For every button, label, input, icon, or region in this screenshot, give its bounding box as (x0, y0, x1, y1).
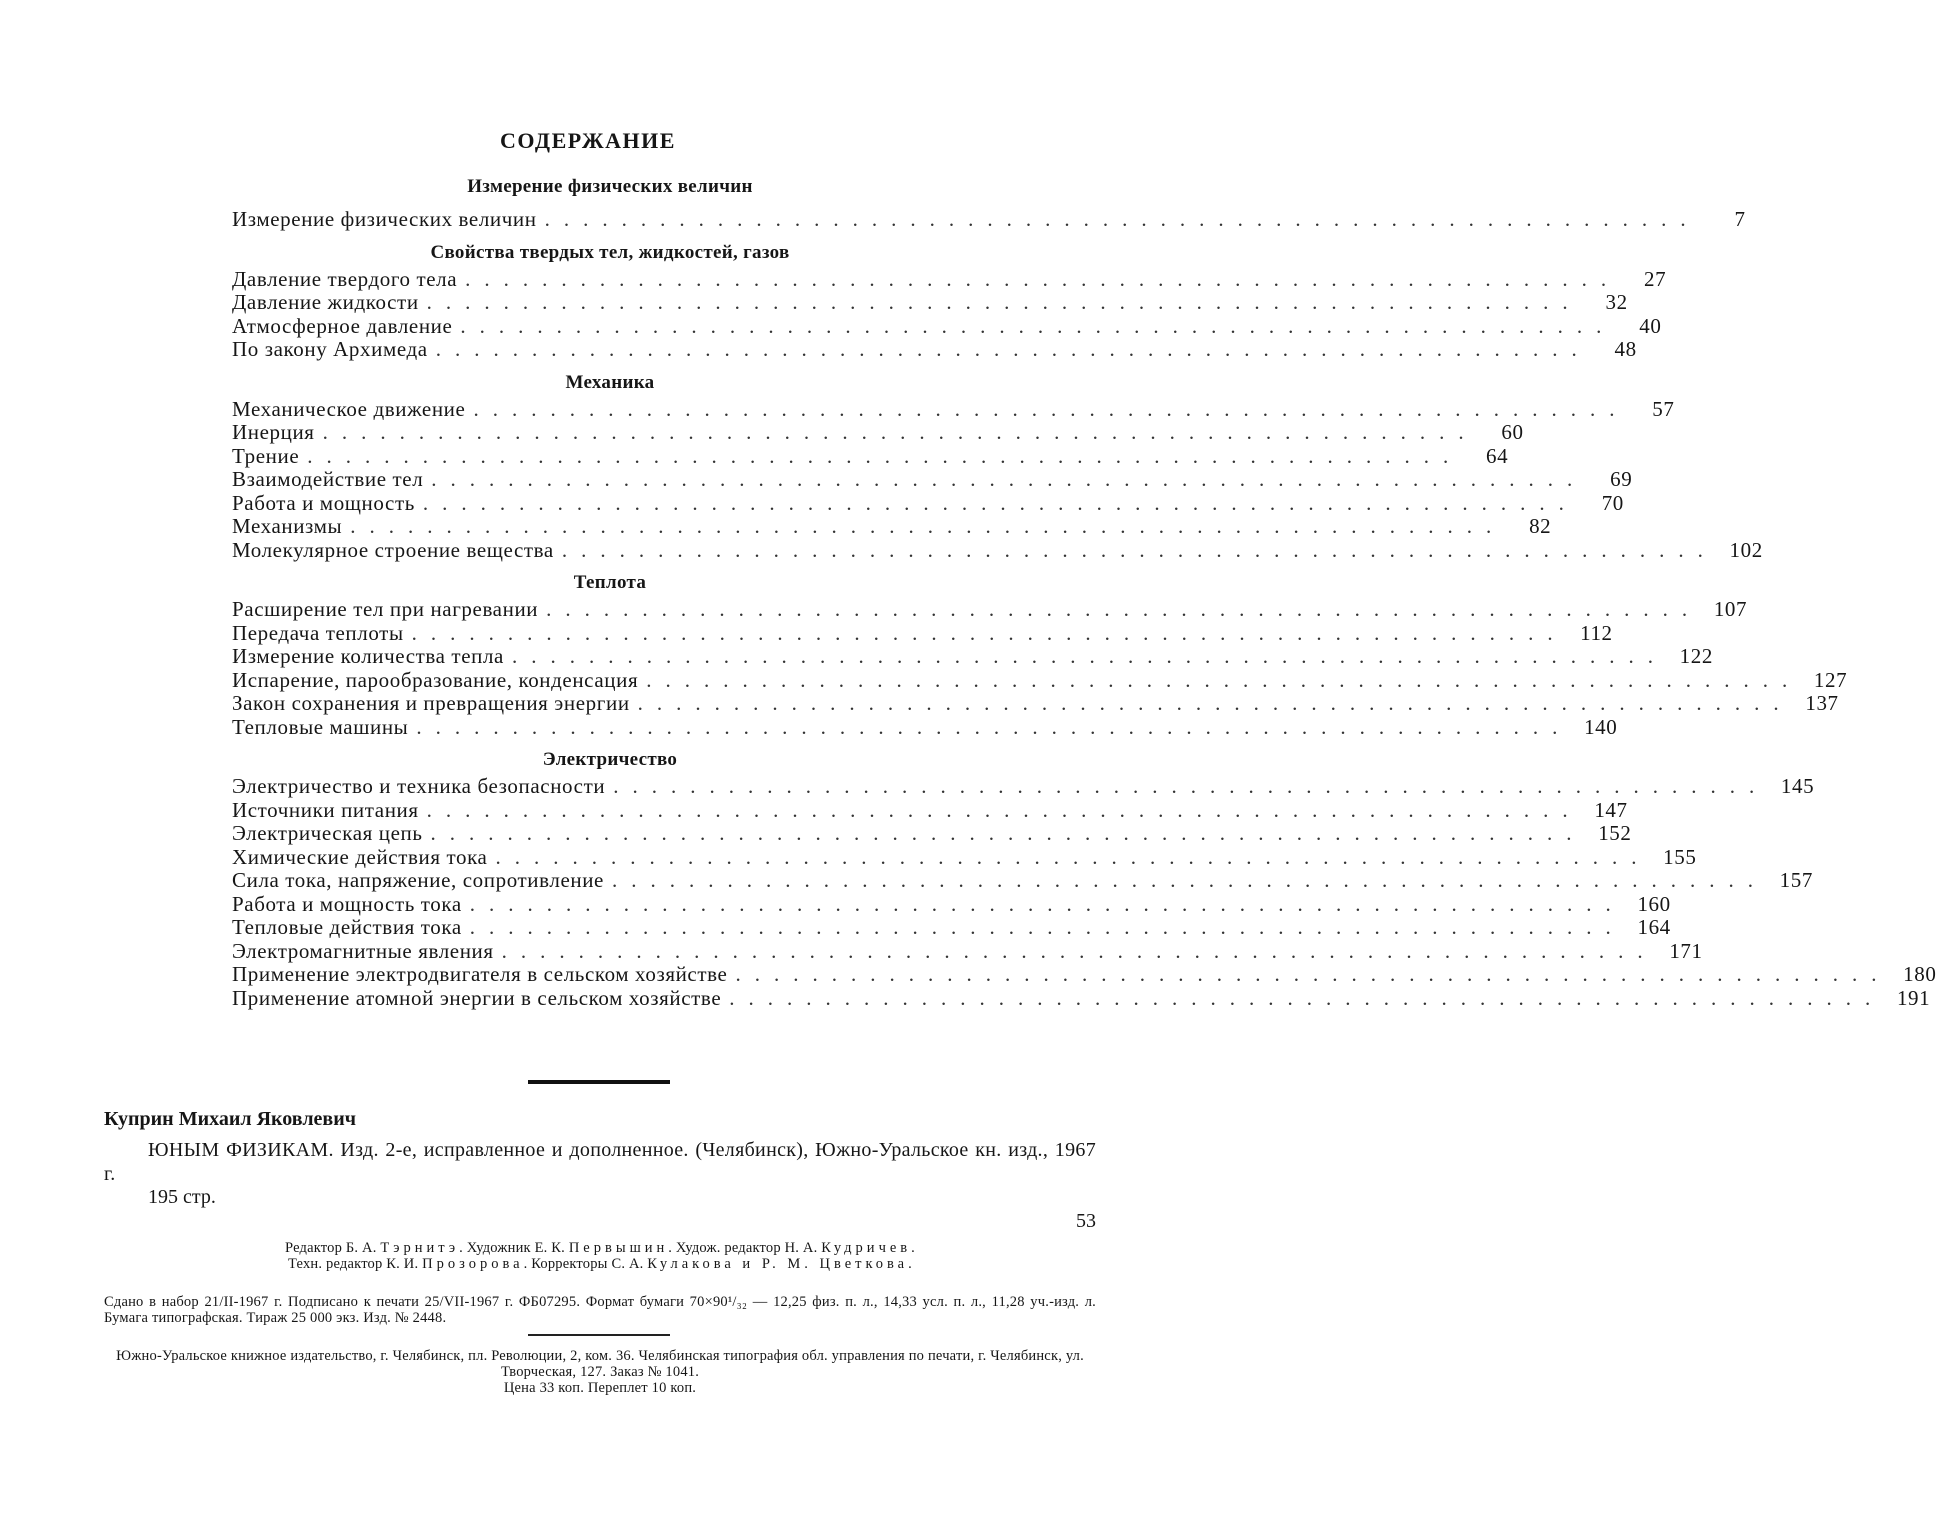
toc-entry-title: Сила тока, напряжение, сопротивление (232, 868, 604, 892)
toc-leader-dots: ............................................................ (416, 714, 1572, 739)
toc-leader-dots: ............................................................ (350, 514, 1506, 538)
page-count: 195 стр. (148, 1186, 216, 1208)
section-entries (232, 597, 1848, 739)
toc-entry (232, 266, 1667, 292)
toc-entry (232, 290, 1628, 315)
toc-entry-title: Работа и мощность (232, 490, 415, 515)
toc-entry (232, 915, 1671, 940)
section-entries (232, 266, 1667, 362)
toc-title: СОДЕРЖАНИЕ (500, 128, 676, 153)
toc-entry-page: 152 (1598, 821, 1632, 845)
toc-leader-dots: ............................................................ (426, 290, 1582, 314)
toc-entry-page: 107 (1713, 597, 1748, 621)
toc-entry-page: 191 (1896, 985, 1931, 1010)
section-entries (232, 396, 1763, 563)
toc-entry-title: Измерение количества тепла (232, 644, 504, 668)
tech-editor-name: Прозорова (422, 1256, 524, 1272)
editors-text: . (908, 1256, 912, 1272)
toc-entry-page: 160 (1637, 891, 1671, 916)
toc-entry (232, 962, 1936, 987)
toc-entry-page: 32 (1605, 290, 1628, 314)
toc-leader-dots: ............................................................ (495, 844, 1651, 869)
toc-entry-title: Передача теплоты (232, 620, 404, 645)
toc-leader-dots: ............................................................ (469, 915, 1625, 939)
toc-entry-title: Инерция (232, 420, 315, 444)
print-info: Сдано в набор 21/II-1967 г. Подписано к печати 25/VII-1967 г. ФБ07295. Формат бумаги 70×90¹/₃₂ — 12,25 физ. п. л., 14,33 усл. п. л., 11,28 уч.-изд. л. Бумага типографская. Тираж 25 000 экз. Изд. № 2448. (104, 1294, 1096, 1326)
toc-entry-page: 112 (1580, 620, 1613, 645)
table-of-contents (232, 172, 1936, 1016)
section-entries (232, 207, 1746, 232)
toc-entry-title: Тепловые действия тока (232, 915, 462, 939)
toc-entry-page: 82 (1529, 514, 1552, 538)
toc-entry (232, 514, 1552, 539)
toc-entry (232, 891, 1671, 917)
section-heading: Измерение физических величин (467, 176, 753, 197)
toc-entry (232, 337, 1637, 362)
toc-leader-dots: ............................................................ (460, 313, 1616, 338)
toc-entry (232, 443, 1509, 469)
publisher-address: Южно-Уральское книжное издательство, г. Челябинск, пл. Революции, 2, ком. 36. Челябинская типография обл. управления по печати, г. Челябинск, ул. Творческая, 127. Заказ № 1041. (116, 1348, 1084, 1380)
editors-text: Редактор Б. А. (285, 1240, 381, 1256)
toc-entry-title: Механизмы (232, 514, 343, 538)
toc-entry (232, 396, 1675, 422)
publisher-info (104, 1348, 1096, 1396)
toc-entry-page: 157 (1779, 868, 1813, 892)
toc-entry (232, 691, 1839, 716)
editors-text: . Худож. редактор Н. А. (668, 1240, 822, 1256)
toc-entry (232, 420, 1524, 445)
toc-entry-title: Работа и мощность тока (232, 891, 462, 916)
toc-entry-title: Расширение тел при нагревании (232, 597, 539, 621)
toc-entry-title: Электричество и техника безопасности (232, 774, 606, 798)
toc-leader-dots: ............................................................ (544, 207, 1700, 231)
toc-leader-dots: ............................................................ (735, 962, 1891, 986)
toc-leader-dots: ............................................................ (637, 691, 1793, 715)
editors-line-1 (104, 1240, 1096, 1256)
bibliographic-description: ЮНЫМ ФИЗИКАМ. Изд. 2-е, исправленное и дополненное. (Челябинск), Южно-Уральское кн. изд., 1967 г. (104, 1139, 1096, 1185)
toc-leader-dots: ............................................................ (611, 868, 1767, 892)
toc-entry-page: 164 (1637, 915, 1671, 939)
toc-entry-title: По закону Архимеда (232, 337, 428, 361)
toc-leader-dots: ............................................................ (426, 797, 1582, 822)
toc-entry (232, 207, 1746, 232)
toc-leader-dots: ............................................................ (422, 490, 1578, 515)
proofreaders-names: Кулакова и Р. М. Цветкова (647, 1256, 909, 1272)
section-heading: Свойства твердых тел, жидкостей, газов (430, 241, 790, 263)
section-heading: Механика (565, 371, 655, 393)
toc-entry-page: 171 (1669, 938, 1703, 963)
toc-entry (232, 597, 1748, 622)
toc-entry-title: Источники питания (232, 797, 419, 822)
toc-entry-page: 140 (1584, 714, 1618, 739)
toc-entry-page: 102 (1729, 537, 1763, 562)
toc-leader-dots: ............................................................ (469, 891, 1625, 916)
toc-entry-page: 64 (1486, 443, 1509, 468)
toc-leader-dots: ............................................................ (729, 985, 1885, 1010)
toc-entry (232, 667, 1848, 693)
toc-entry (232, 620, 1613, 646)
toc-entry-page: 137 (1805, 691, 1839, 715)
toc-entry-title: Давление жидкости (232, 290, 419, 314)
editors-text: . Художник Е. К. (459, 1240, 569, 1256)
toc-entry-title: Атмосферное давление (232, 313, 453, 338)
toc-entry-page: 147 (1594, 797, 1628, 822)
toc-entry (232, 774, 1815, 799)
editors-text: Техн. редактор К. И. (288, 1256, 423, 1272)
toc-entry-title: Взаимодействие тел (232, 467, 424, 491)
toc-entry (232, 313, 1662, 339)
section-heading: Электричество (542, 749, 678, 770)
toc-entry (232, 985, 1931, 1011)
toc-entry-title: Молекулярное строение вещества (232, 537, 554, 562)
toc-entry-title: Химические действия тока (232, 844, 488, 869)
editors-text: . (911, 1240, 915, 1256)
toc-leader-dots: ............................................................ (435, 337, 1591, 361)
toc-entry-page: 70 (1601, 490, 1624, 515)
toc-entry-page: 27 (1643, 266, 1667, 291)
toc-entry (232, 797, 1628, 823)
toc-leader-dots: ............................................................ (473, 396, 1629, 421)
toc-leader-dots: ............................................................ (307, 443, 1463, 468)
toc-leader-dots: ............................................................ (411, 620, 1567, 645)
editor-name: Тэрнитэ (380, 1240, 460, 1256)
toc-entry (232, 467, 1633, 492)
toc-entry (232, 868, 1813, 893)
toc-entry-title: Применение электродвигателя в сельском хозяйстве (232, 962, 728, 986)
toc-entry-title: Давление твердого тела (232, 266, 458, 291)
toc-entry-title: Применение атомной энергии в сельском хозяйстве (232, 985, 722, 1010)
toc-entry-page: 122 (1679, 644, 1713, 668)
toc-leader-dots: ............................................................ (465, 266, 1621, 291)
toc-leader-dots: ............................................................ (431, 467, 1587, 491)
section-entries (232, 774, 1936, 1010)
toc-entry-page: 7 (1734, 207, 1746, 231)
toc-entry-title: Трение (232, 443, 300, 468)
toc-entry-title: Испарение, парообразование, конденсация (232, 667, 639, 692)
artist-name: Первышин (568, 1240, 669, 1256)
udc-code: 53 (1076, 1210, 1096, 1232)
art-editor-name: Кудричев (821, 1240, 912, 1256)
toc-entry-title: Электромагнитные явления (232, 938, 494, 963)
toc-leader-dots: ............................................................ (613, 774, 1769, 798)
toc-leader-dots: ............................................................ (430, 821, 1586, 845)
toc-entry-page: 48 (1614, 337, 1637, 361)
editors-line-2 (104, 1256, 1096, 1272)
toc-entry-title: Измерение физических величин (232, 207, 537, 231)
imprint-divider (528, 1334, 670, 1336)
toc-entry (232, 938, 1703, 964)
toc-leader-dots: ............................................................ (546, 597, 1702, 621)
toc-leader-dots: ............................................................ (561, 537, 1717, 562)
toc-entry-page: 127 (1813, 667, 1848, 692)
section-divider (528, 1080, 670, 1084)
toc-leader-dots: ............................................................ (646, 667, 1802, 692)
editors-credits (104, 1240, 1096, 1272)
section-heading: Теплота (573, 572, 647, 593)
toc-entry (232, 821, 1632, 846)
toc-leader-dots: ............................................................ (511, 644, 1667, 668)
toc-entry (232, 644, 1713, 669)
toc-entry-page: 57 (1652, 396, 1675, 421)
toc-entry-title: Тепловые машины (232, 714, 409, 739)
toc-entry (232, 714, 1618, 740)
editors-text: . Корректоры С. А. (523, 1256, 648, 1272)
price: Цена 33 коп. Переплет 10 коп. (503, 1380, 697, 1396)
toc-entry (232, 490, 1624, 516)
toc-entry-title: Электрическая цепь (232, 821, 423, 845)
toc-entry-page: 155 (1663, 844, 1697, 869)
toc-entry-page: 60 (1501, 420, 1524, 444)
toc-entry-page: 40 (1639, 313, 1662, 338)
author-name: Куприн Михаил Яковлевич (104, 1108, 357, 1130)
toc-leader-dots: ............................................................ (501, 938, 1657, 963)
toc-entry-page: 145 (1780, 774, 1815, 798)
toc-leader-dots: ............................................................ (322, 420, 1478, 444)
toc-entry (232, 537, 1763, 563)
toc-entry-page: 69 (1610, 467, 1633, 491)
toc-entry-title: Механическое движение (232, 396, 466, 421)
toc-entry (232, 844, 1697, 870)
toc-entry-page: 180 (1903, 962, 1936, 986)
toc-entry-title: Закон сохранения и превращения энергии (232, 691, 630, 715)
